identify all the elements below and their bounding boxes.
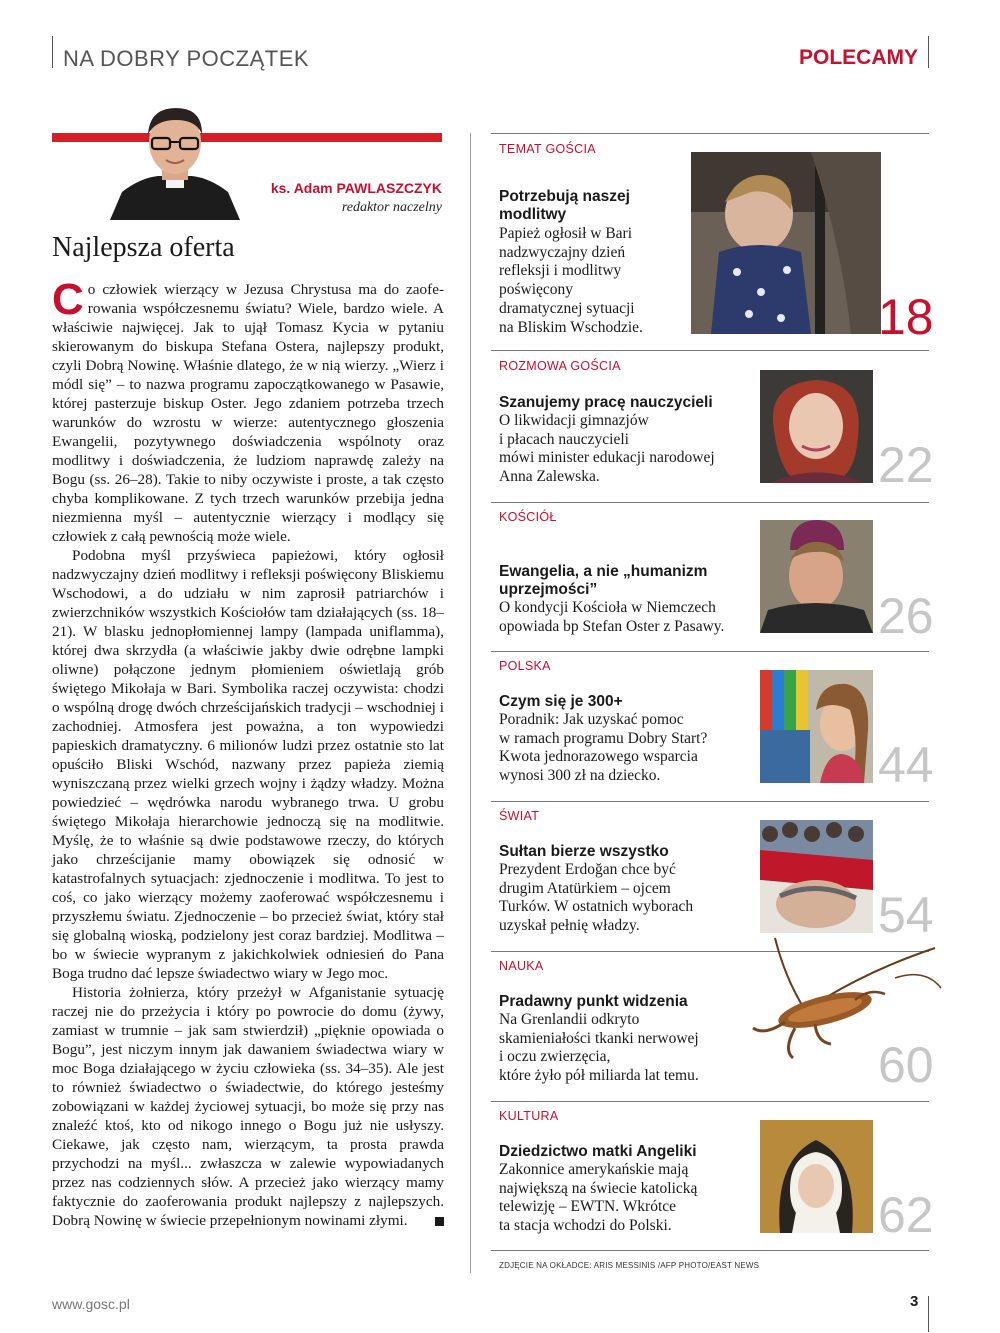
toc-desc-line: Poradnik: Jak uzyskać pomoc [499, 711, 684, 728]
toc-page-number: 44 [878, 737, 934, 793]
toc-desc-line: Zakonnice amerykańskie mają [499, 1161, 689, 1178]
toc-title: Szanujemy pracę nauczycieli [499, 394, 713, 411]
toc-description [499, 599, 724, 636]
toc-page-number: 62 [878, 1187, 934, 1243]
toc-category: KULTURA [499, 1109, 559, 1123]
toc-desc-line: na Bliskim Wschodzie. [499, 318, 643, 336]
toc-desc-line: mówi minister edukacji narodowej [499, 449, 715, 467]
article-body [52, 275, 444, 1230]
author-portrait [110, 100, 240, 220]
toc-desc-line: uzyskał pełnię władzy. [499, 917, 640, 935]
section-tag: POLECAMY [798, 46, 918, 69]
author-surname: PAWLASZCZYK [336, 180, 442, 196]
article-paragraph-2: Podobna myśl przyświeca papieżowi, który ogłosił nadzwyczajny dzień modlitwy i refleksji poświęcony Bliskiemu Wschodowi, a do udziału w nim zaprosił patriarchów i zwierzchników wszystkich Kościołów tam działających (ss. 18–21). W blasku jednopłomiennej lampy (lampada uniflamma), której dwa skrzydła (a właściwie jakby dwie odrębne lampki oliwne) połączone jednym płomieniem oświetlają grób świętego Mikołaja w Bari. Symbolika raczej oczywista: chodzi o wspólną drogę dwóch chrześcijańskich tradycji – wschodniej i zachodniej. Atmosfera jest poważna, a ton wypowiedzi papieskich dramatyczny. 6 milionów ludzi przez ostatnie sto lat opuściło Bliski Wschód, nazwany przez papieża ziemią wyniszczaną przez wielki grzech wojny i żądzy władzy. Można powiedzieć – wędrówka narodu wybranego trwa. U grobu świętego Mikołaja hierarchowie jednoczą się na modlitwie. Myślę, że to właśnie są dwie podstawowe rzeczy, do których jako chrześcijanie mamy obowiązek się odnosić w katastrofalnych sytuacjach: zjednoczenie i modlitwa. To jest to coś, co jako wierzący możemy zaoferować współczesnemu i przyszłemu światu. Zjednoczenie – bo przecież świat, który stał się globalną wioską, podzielony jest coraz bardziej. Modlitwa – bo w świecie wypranym z jakichkolwiek odniesień do Pana Boga trudno dać lepsze świadectwo wiary w Jego moc. [52, 547, 444, 982]
toc-page-number: 18 [878, 289, 934, 345]
toc-category: POLSKA [499, 659, 551, 673]
toc-photo-bishop [760, 520, 873, 633]
toc-title: Potrzebują naszej modlitwy [499, 188, 630, 223]
toc-rule [491, 1250, 929, 1251]
toc-desc-line: drugim Atatürkiem – ojcem [499, 879, 671, 897]
header-right-rule [928, 36, 929, 68]
toc-photo-school-supplies [760, 670, 873, 783]
toc-desc-line: i oczu zwierzęcia, [499, 1048, 611, 1066]
dropcap: C [52, 275, 84, 324]
toc-category: TEMAT GOŚCIA [499, 142, 596, 156]
toc-description [499, 225, 643, 337]
toc-desc-line: opowiada bp Stefan Oster z Pasawy. [499, 617, 725, 635]
toc-desc-line: O kondycji Kościoła w Niemczech [499, 599, 716, 616]
toc-page-number: 22 [878, 437, 934, 493]
toc-desc-line: Prezydent Erdoğan chce być [499, 861, 676, 878]
paragraph-text: Historia żołnierza, który przeżył w Afganistanie sytuację raczej nie do przeżycia i który po powrocie do domu (żywy, zamiast w trumnie – jak sam stwierdził) „pięknie opowiada o Bogu”, jest niczym innym jak dawaniem świadectwa wiary w moc Boga działającego w życiu człowieka (ss. 34–35). Ale jest to również świadectwo o świadectwie, do którego jesteśmy zobowiązani w każdej życiowej sytuacji, bo może się przy nas znaleźć ktoś, kto od nikogo innego o Bogu już nie usłyszy. Ciekawe, jak często nam, wierzącym, ta prosta prawda przychodzi na myśl... zwłaszcza w zalewie wypowiadanych przez nas codziennych słów. A przecież jako wierzący mamy faktycznie do zaoferowania produkt najlepszy z najlepszych. Dobrą Nowinę w świecie przepełnionym nowinami złymi. [52, 984, 444, 1229]
footer-right-rule [928, 1296, 929, 1332]
paragraph-text: o człowiek wierzący w Jezusa Chrystusa ma do zaoferowania współczesnemu światu? Wiele, bardzo wiele. A właściwie najwięcej. Jak to ujął Tomasz Kycia w pytaniu skierowanym do biskupa Stefana Ostera, najlepszy produkt, czyli Dobrą Nowinę. Właśnie dlatego, że w nią wierzy. „Wierz i módl się” – to nazwa programu zapoczątkowanego w Pasawie, której pasterzuje biskup Oster. Jego zdaniem potrzeba trzech warunków do wzrostu w wierze: autentycznego głoszenia Ewangelii, pozytywnego doświadczenia wspólnoty oraz modlitwy i doświadczenia, że ludziom naprawdę zależy na Bogu (ss. 26–28). Takie to niby oczywiste i proste, a tak często chyba komplikowane. Z tych trzech warunków przebija jedna niezmienna myśl – autentycznie wierzący i modlący się człowiek z całą pewnością może wiele. [52, 281, 444, 545]
author-prefix: ks. Adam [270, 180, 333, 196]
toc-category: ŚWIAT [499, 809, 540, 823]
toc-desc-line: największą na świecie katolicką [499, 1179, 698, 1197]
toc-desc-line: refleksji i modlitwy [499, 262, 622, 280]
toc-title: Sułtan bierze wszystko [499, 843, 669, 860]
toc-desc-line: telewizję – EWTN. Wkrótce [499, 1198, 677, 1216]
toc-rule [491, 133, 929, 134]
toc-desc-line: w ramach programu Dobry Start? [499, 729, 708, 747]
toc-page-number: 54 [878, 887, 934, 943]
toc-desc-line: Kwota jednorazowego wsparcia [499, 748, 698, 766]
toc-desc-line: Anna Zalewska. [499, 468, 600, 486]
end-mark [435, 1217, 444, 1226]
toc-title: Czym się je 300+ [499, 693, 623, 710]
toc-desc-line: Papież ogłosił w Bari [499, 225, 633, 242]
author-name [271, 180, 442, 196]
toc-photo-minister [760, 370, 873, 483]
footer-page-number: 3 [910, 1293, 919, 1310]
toc-title: Dziedzictwo matki Angeliki [499, 1143, 697, 1160]
toc-category: KOŚCIÓŁ [499, 510, 557, 524]
toc-desc-line: nadzwyczajny dzień [499, 243, 626, 261]
toc-rule [491, 1101, 929, 1102]
toc-desc-line: Turków. W ostatnich wyborach [499, 898, 694, 916]
toc-rule [491, 651, 929, 652]
toc-desc-line: ta stacja wchodzi do Polski. [499, 1217, 672, 1235]
toc-desc-line: O likwidacji gimnazjów [499, 412, 649, 429]
footer-url[interactable]: www.gosc.pl [52, 1296, 130, 1312]
toc-desc-line: skamieniałości tkanki nerwowej [499, 1029, 699, 1047]
toc-desc-line: wynosi 300 zł na dziecko. [499, 767, 661, 785]
column-divider [470, 133, 471, 1273]
toc-desc-line: poświęcony [499, 281, 574, 299]
toc-description [499, 1011, 699, 1086]
toc-rule [491, 350, 929, 351]
toc-description [499, 711, 707, 786]
toc-rule [491, 801, 929, 802]
article-paragraph-3 [52, 983, 444, 1230]
toc-desc-line: dramatycznej sytuacji [499, 299, 635, 317]
toc-description [499, 412, 715, 487]
toc-page-number: 26 [878, 588, 934, 644]
toc-desc-line: które żyło pół miliarda lat temu. [499, 1067, 699, 1085]
toc-photo-child [691, 152, 881, 334]
toc-description [499, 861, 693, 936]
toc-desc-line: i płacach nauczycieli [499, 430, 629, 448]
toc-rule [491, 502, 929, 503]
section-title: NA DOBRY POCZĄTEK [63, 46, 310, 71]
toc-photo-nun [760, 1120, 873, 1233]
toc-photo-rally [760, 820, 873, 933]
toc-category: ROZMOWA GOŚCIA [499, 359, 621, 373]
cover-photo-credit: ZDJĘCIE NA OKŁADCE: ARIS MESSINIS /AFP PHOTO/EAST NEWS [499, 1261, 760, 1270]
toc-title: Ewangelia, a nie „humanizm uprzejmości” [499, 563, 708, 598]
toc-desc-line: Na Grenlandii odkryto [499, 1011, 640, 1028]
toc-title: Pradawny punkt widzenia [499, 993, 688, 1010]
toc-category: NAUKA [499, 959, 544, 973]
author-role: redaktor naczelny [341, 200, 442, 215]
article-paragraph-1 [52, 275, 444, 546]
toc-page-number: 60 [878, 1037, 934, 1093]
header-left-rule [52, 36, 53, 68]
article-headline: Najlepsza oferta [52, 232, 235, 263]
toc-description [499, 1161, 697, 1236]
